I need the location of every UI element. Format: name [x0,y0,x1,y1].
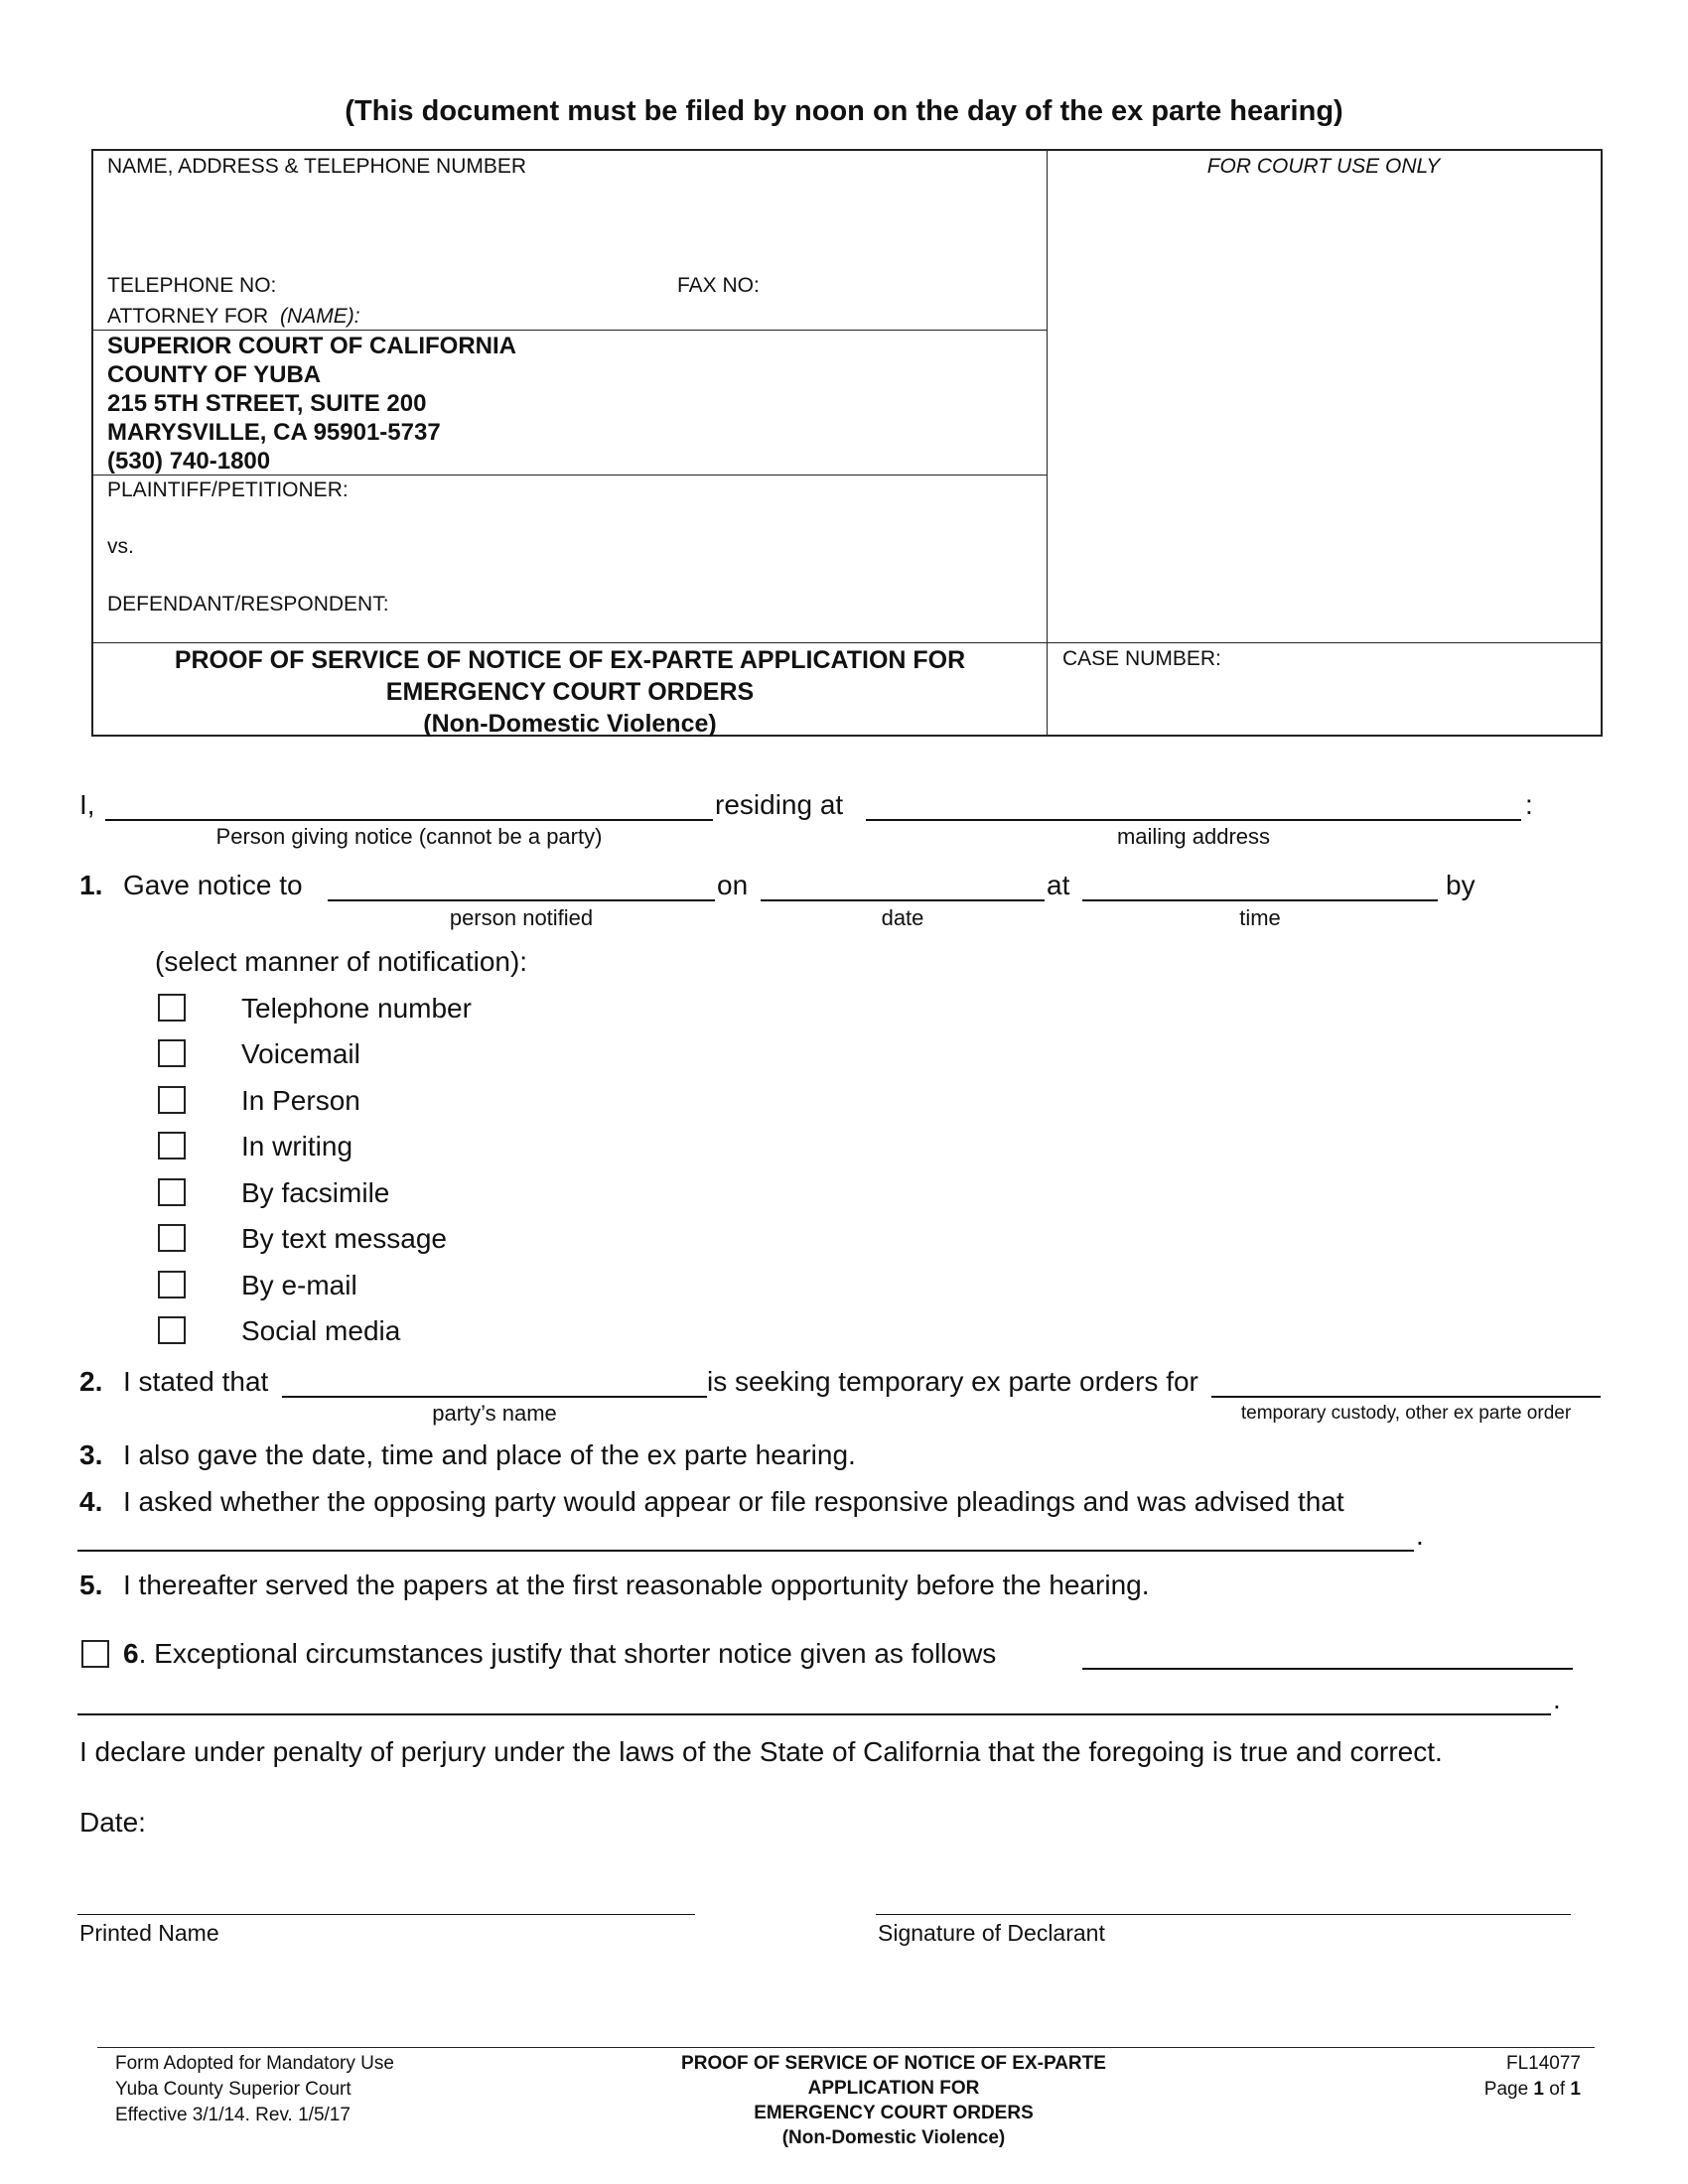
caption-box [91,149,1603,737]
item-6-period: . [1553,1684,1561,1714]
footer-title-line-4: (Non-Domestic Violence) [781,2127,1006,2148]
caption-rule-title [93,642,1601,643]
plaintiff-label: PLAINTIFF/PETITIONER: [107,478,349,501]
court-name: SUPERIOR COURT OF CALIFORNIA [107,333,516,359]
declarant-name-field[interactable] [105,819,713,821]
declarant-colon: : [1525,789,1533,820]
court-city: MARYSVILLE, CA 95901-5737 [107,419,441,446]
defendant-label: DEFENDANT/RESPONDENT: [107,593,389,615]
item-5-number: 5. [79,1570,103,1600]
vs-label: vs. [107,535,134,558]
footer-rule [97,2047,1595,2048]
exceptional-circumstances-checkbox[interactable] [81,1640,109,1668]
time-hint: time [1239,905,1281,930]
document-title [93,644,1047,740]
ex-parte-orders-hint: temporary custody, other ex parte order [1240,1403,1572,1424]
filing-deadline-notice: (This document must be filed by noon on the day of the ex parte hearing) [345,95,1343,127]
person-notified-hint: person notified [449,905,594,930]
court-address-block [107,332,516,476]
page-indicator [1484,2077,1581,2103]
item-1-by: by [1446,870,1476,900]
attorney-for-label [107,305,360,329]
footer-adoption-info [115,2051,394,2128]
email-option-label: By e-mail [241,1270,357,1300]
voicemail-option-label: Voicemail [241,1038,360,1069]
in-writing-option-label: In writing [241,1131,353,1161]
voicemail-checkbox[interactable] [158,1039,186,1067]
caption-divider [1047,151,1048,735]
item-4-text: I asked whether the opposing party would appear or file responsive pleadings and was advised that [123,1486,1344,1517]
item-3-number: 3. [79,1439,103,1470]
item-6-line [123,1638,996,1670]
shorter-notice-continuation-field[interactable] [77,1713,1551,1715]
mailing-address-field[interactable] [866,819,1521,821]
declarant-prefix: I, [79,789,95,820]
in-person-checkbox[interactable] [158,1086,186,1114]
party-name-field[interactable] [282,1396,707,1398]
text-message-option-label: By text message [241,1223,447,1254]
notification-manner-label: (select manner of notification): [155,946,528,977]
signature-field[interactable] [876,1914,1571,1915]
printed-name-label: Printed Name [79,1920,219,1946]
title-line-3: (Non-Domestic Violence) [423,710,717,738]
date-hint: date [881,905,924,930]
footer-title-line-1: PROOF OF SERVICE OF NOTICE OF EX-PARTE [681,2053,1106,2074]
page-of: of [1549,2079,1566,2100]
in-writing-checkbox[interactable] [158,1132,186,1160]
footer-left-line-3: Effective 3/1/14. Rev. 1/5/17 [115,2105,351,2125]
item-1-text: Gave notice to [123,870,303,900]
facsimile-checkbox[interactable] [158,1178,186,1206]
shorter-notice-explanation-field[interactable] [1082,1668,1573,1670]
footer-form-title [556,2051,1231,2150]
person-giving-notice-hint: Person giving notice (cannot be a party) [215,824,603,849]
court-street: 215 5TH STREET, SUITE 200 [107,390,427,417]
mailing-address-hint: mailing address [1116,824,1271,849]
item-6-text: . Exceptional circumstances justify that shorter notice given as follows [138,1638,997,1669]
item-5-text: I thereafter served the papers at the first reasonable opportunity before the hearing. [123,1570,1150,1600]
social-media-checkbox[interactable] [158,1316,186,1344]
caption-rule-attorney [93,330,1047,331]
form-number: FL14077 [1505,2053,1581,2074]
telephone-option-label: Telephone number [241,993,472,1024]
notice-date-field[interactable] [761,899,1045,901]
footer-form-info [1484,2051,1581,2103]
printed-name-field[interactable] [77,1914,695,1915]
signature-label: Signature of Declarant [878,1920,1105,1946]
footer-left-line-2: Yuba County Superior Court [115,2079,352,2100]
telephone-label: TELEPHONE NO: [107,274,277,297]
court-use-label: FOR COURT USE ONLY [1206,155,1441,178]
ex-parte-orders-field[interactable] [1211,1396,1601,1398]
email-checkbox[interactable] [158,1271,186,1298]
facsimile-option-label: By facsimile [241,1177,390,1208]
text-message-checkbox[interactable] [158,1224,186,1252]
title-line-1: PROOF OF SERVICE OF NOTICE OF EX-PARTE APPLICATION FOR [174,646,966,674]
date-label: Date: [79,1807,146,1838]
footer-title-line-3: EMERGENCY COURT ORDERS [754,2103,1034,2123]
in-person-option-label: In Person [241,1085,360,1116]
notice-time-field[interactable] [1082,899,1438,901]
item-2-seeking: is seeking temporary ex parte orders for [707,1366,1198,1397]
page-label: Page [1483,2079,1529,2100]
item-2-number: 2. [79,1366,103,1397]
party-name-hint: party’s name [432,1401,557,1426]
attorney-for-text: ATTORNEY FOR [107,305,269,328]
item-1-on: on [717,870,749,900]
perjury-declaration: I declare under penalty of perjury under the laws of the State of California that the foregoing is true and correct. [79,1736,1443,1767]
court-county: COUNTY OF YUBA [107,361,322,388]
item-4-number: 4. [79,1486,103,1517]
footer-left-line-1: Form Adopted for Mandatory Use [115,2053,394,2074]
page-current: 1 [1533,2079,1544,2100]
footer-title-line-2: APPLICATION FOR [807,2078,980,2099]
court-phone: (530) 740-1800 [107,448,271,475]
person-notified-field[interactable] [328,899,715,901]
item-4-period: . [1416,1520,1424,1551]
telephone-checkbox[interactable] [158,994,186,1022]
item-1-number: 1. [79,870,103,900]
page-total: 1 [1570,2079,1581,2100]
title-line-2: EMERGENCY COURT ORDERS [385,678,755,706]
item-1-at: at [1047,870,1070,900]
name-address-label: NAME, ADDRESS & TELEPHONE NUMBER [107,155,527,178]
item-2-text: I stated that [123,1366,269,1397]
social-media-option-label: Social media [241,1315,401,1346]
fax-label: FAX NO: [677,274,760,297]
residing-at-label: residing at [715,789,844,820]
item-3-text: I also gave the date, time and place of the ex parte hearing. [123,1439,856,1470]
attorney-name-hint: (NAME): [280,305,360,328]
item-6-number: 6 [123,1638,139,1669]
case-number-label: CASE NUMBER: [1062,647,1221,670]
opposing-party-response-field[interactable] [77,1550,1414,1552]
